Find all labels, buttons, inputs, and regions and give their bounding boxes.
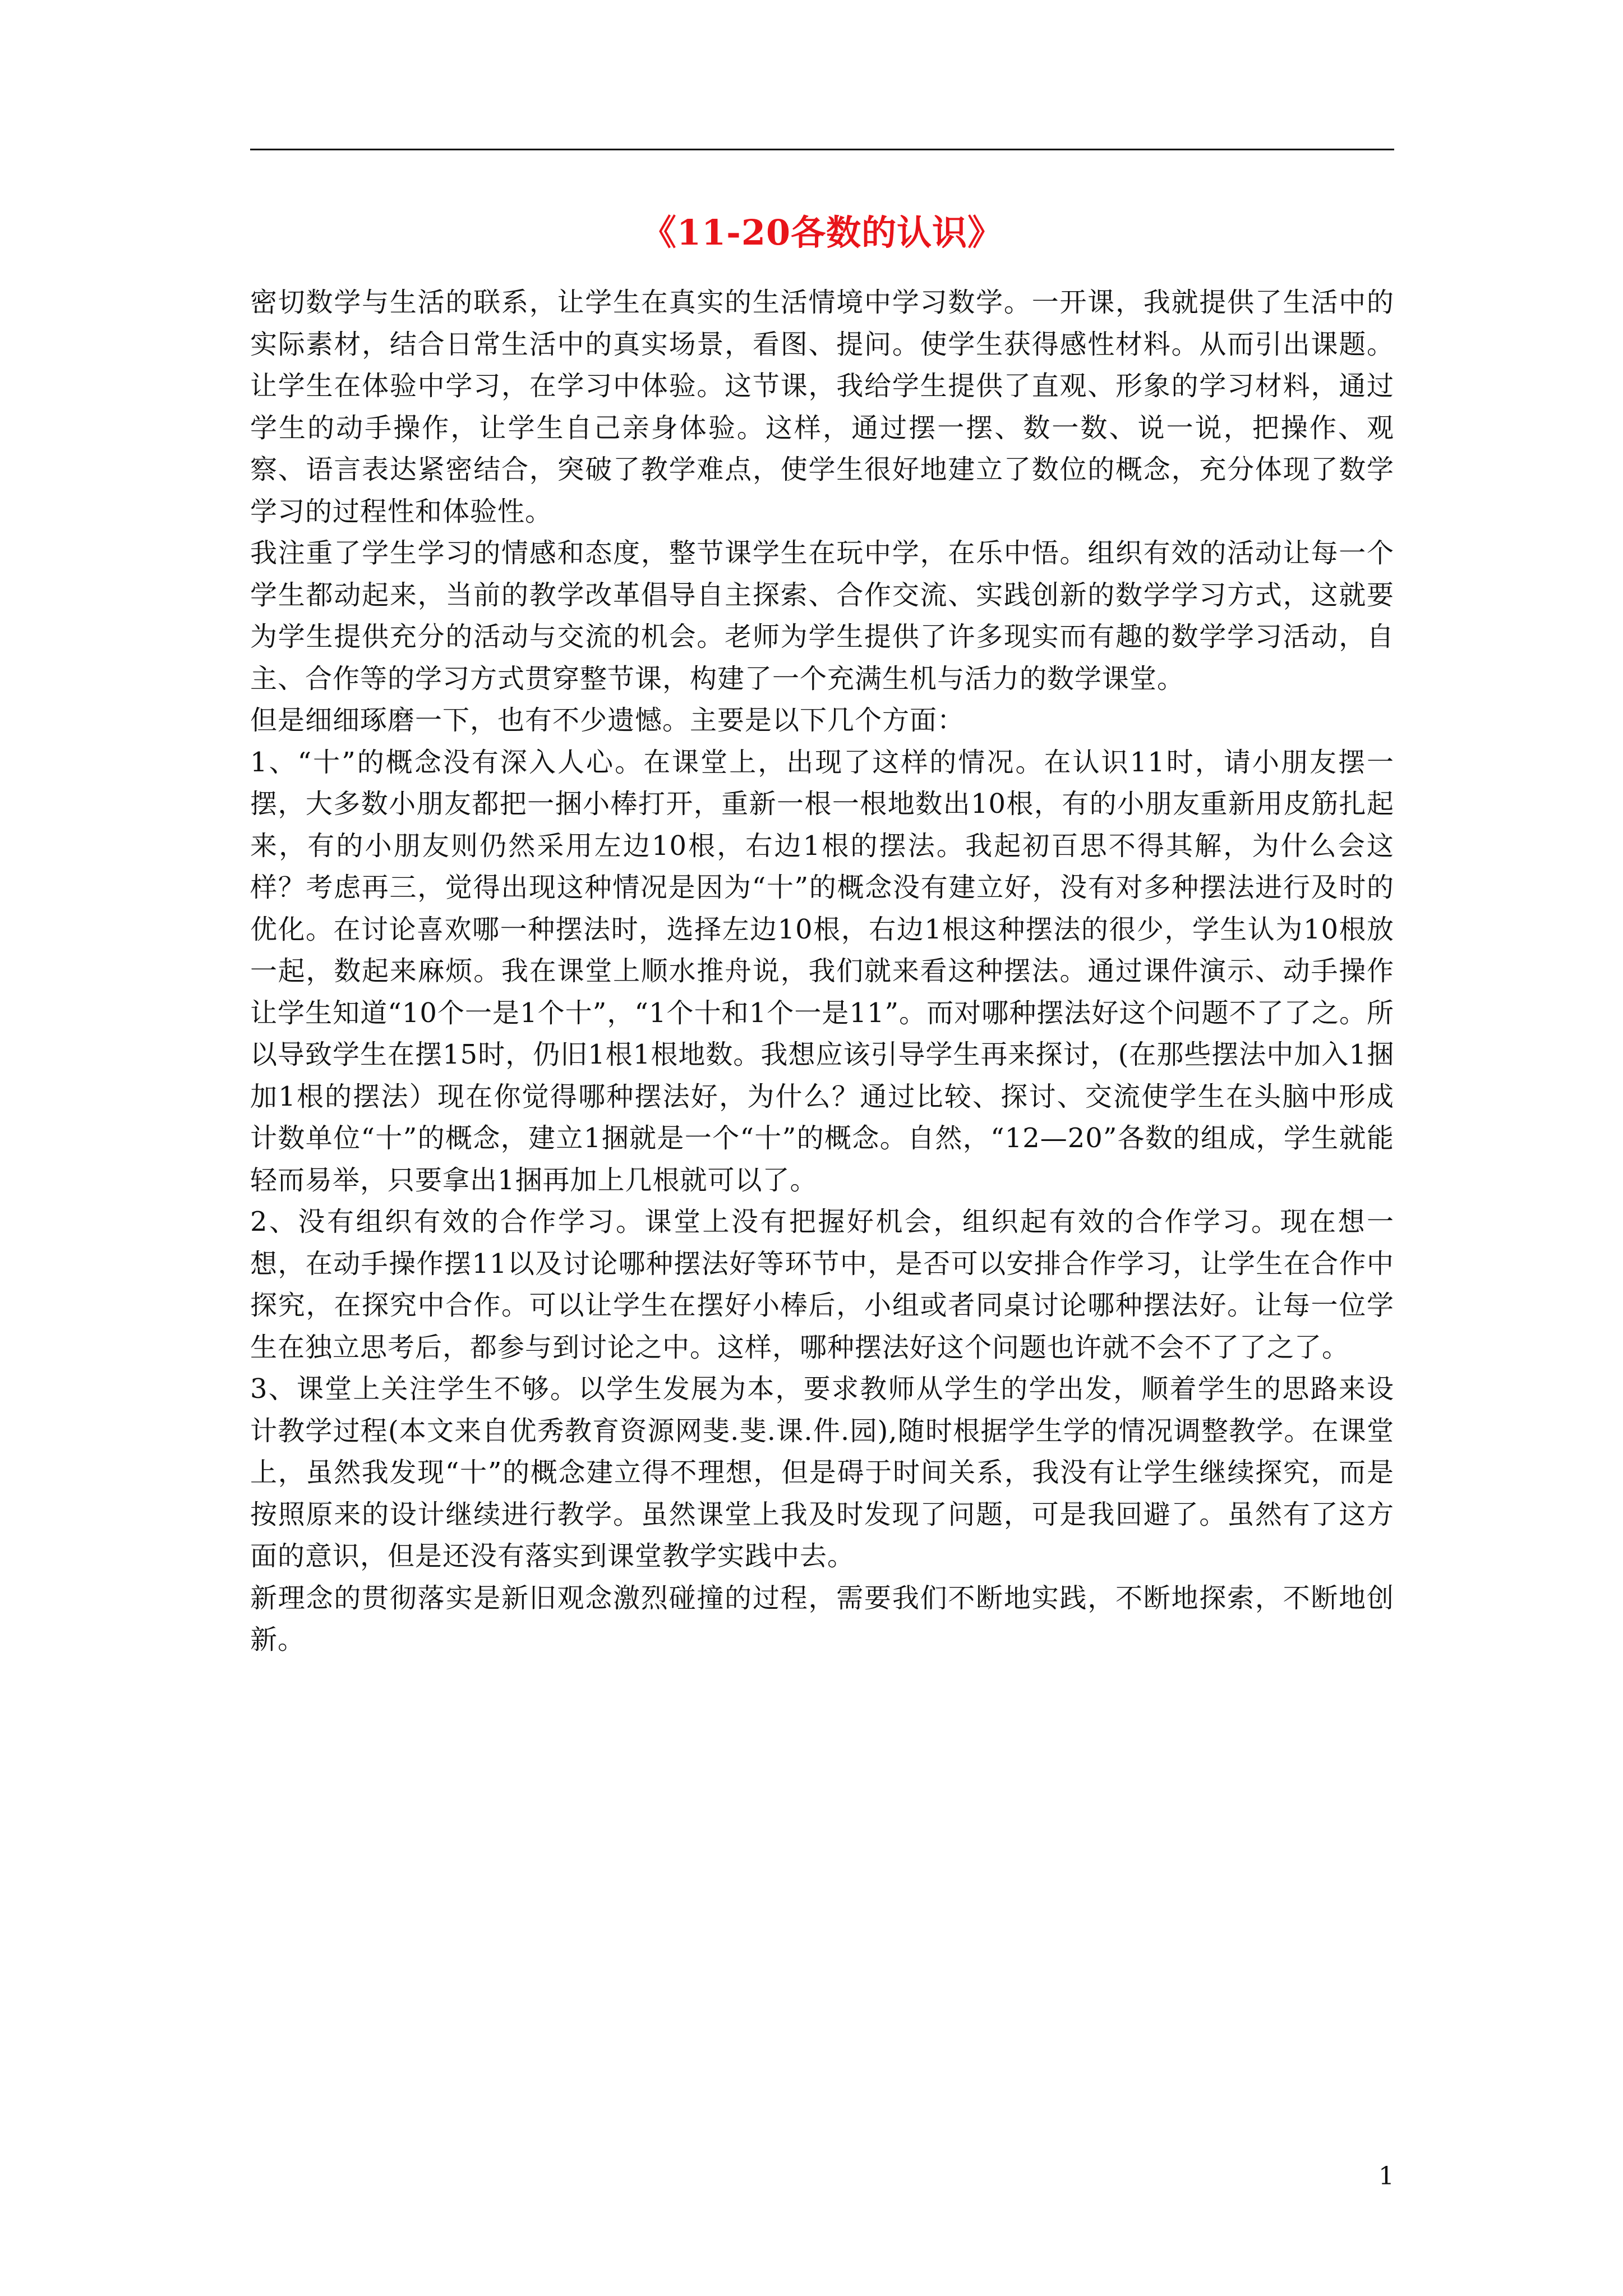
header-rule [250,149,1394,150]
paragraph-attitude: 我注重了学生学习的情感和态度，整节课学生在玩中学，在乐中悟。组织有效的活动让每一个学生都动起来，当前的教学改革倡导自主探索、合作交流、实践创新的数学学习方式，这就要为学生提供充分的活动与交流的机会。老师为学生提供了许多现实而有趣的数学学习活动，自主、合作等的学习方式贯穿整节课，构建了一个充满生机与活力的数学课堂。 [250,537,1394,694]
paragraph-point-3: 3、课堂上关注学生不够。以学生发展为本，要求教师从学生的学出发，顺着学生的思路来设计教学过程(本文来自优秀教育资源网斐.斐.课.件.园),随时根据学生学的情况调整教学。在课堂上，虽然我发现“十”的概念建立得不理想，但是碍于时间关系，我没有让学生继续探究，而是按照原来的设计继续进行教学。虽然课堂上我及时发现了问题，可是我回避了。虽然有了这方面的意识，但是还没有落实到课堂教学实践中去。 [250,1373,1394,1572]
paragraph-conclusion: 新理念的贯彻落实是新旧观念激烈碰撞的过程，需要我们不断地实践，不断地探索，不断地创新。 [250,1582,1394,1655]
paragraph-intro: 密切数学与生活的联系，让学生在真实的生活情境中学习数学。一开课，我就提供了生活中的实际素材，结合日常生活中的真实场景，看图、提问。使学生获得感性材料。从而引出课题。让学生在体验中学习，在学习中体验。这节课，我给学生提供了直观、形象的学习材料，通过学生的动手操作，让学生自己亲身体验。这样，通过摆一摆、数一数、说一说，把操作、观察、语言表达紧密结合，突破了教学难点，使学生很好地建立了数位的概念，充分体现了数学学习的过程性和体验性。 [250,287,1394,527]
document-title: 《11-20各数的认识》 [641,212,1003,253]
page-number: 1 [1378,2162,1394,2191]
paragraph-point-1: 1、“十”的概念没有深入人心。在课堂上，出现了这样的情况。在认识11时，请小朋友摆一摆，大多数小朋友都把一捆小棒打开，重新一根一根地数出10根，有的小朋友重新用皮筋扎起来，有的小朋友则仍然采用左边10根，右边1根的摆法。我起初百思不得其解，为什么会这样？考虑再三，觉得出现这种情况是因为“十”的概念没有建立好，没有对多种摆法进行及时的优化。在讨论喜欢哪一种摆法时，选择左边10根，右边1根这种摆法的很少，学生认为10根放一起，数起来麻烦。我在课堂上顺水推舟说，我们就来看这种摆法。通过课件演示、动手操作让学生知道“10个一是1个十”，“1个十和1个一是11”。而对哪种摆法好这个问题不了了之。所以导致学生在摆15时，仍旧1根1根地数。我想应该引导学生再来探讨，(在那些摆法中加入1捆加1根的摆法）现在你觉得哪种摆法好，为什么？通过比较、探讨、交流使学生在头脑中形成计数单位“十”的概念，建立1捆就是一个“十”的概念。自然，“12—20”各数的组成，学生就能轻而易举，只要拿出1捆再加上几根就可以了。 [250,746,1394,1196]
paragraph-point-2: 2、没有组织有效的合作学习。课堂上没有把握好机会，组织起有效的合作学习。现在想一想，在动手操作摆11以及讨论哪种摆法好等环节中，是否可以安排合作学习，让学生在合作中探究，在探究中合作。可以让学生在摆好小棒后，小组或者同桌讨论哪种摆法好。让每一位学生在独立思考后，都参与到讨论之中。这样，哪种摆法好这个问题也许就不会不了了之了。 [250,1206,1394,1363]
document-body [250,282,1394,1661]
paragraph-regrets: 但是细细琢磨一下，也有不少遗憾。主要是以下几个方面： [250,705,965,736]
